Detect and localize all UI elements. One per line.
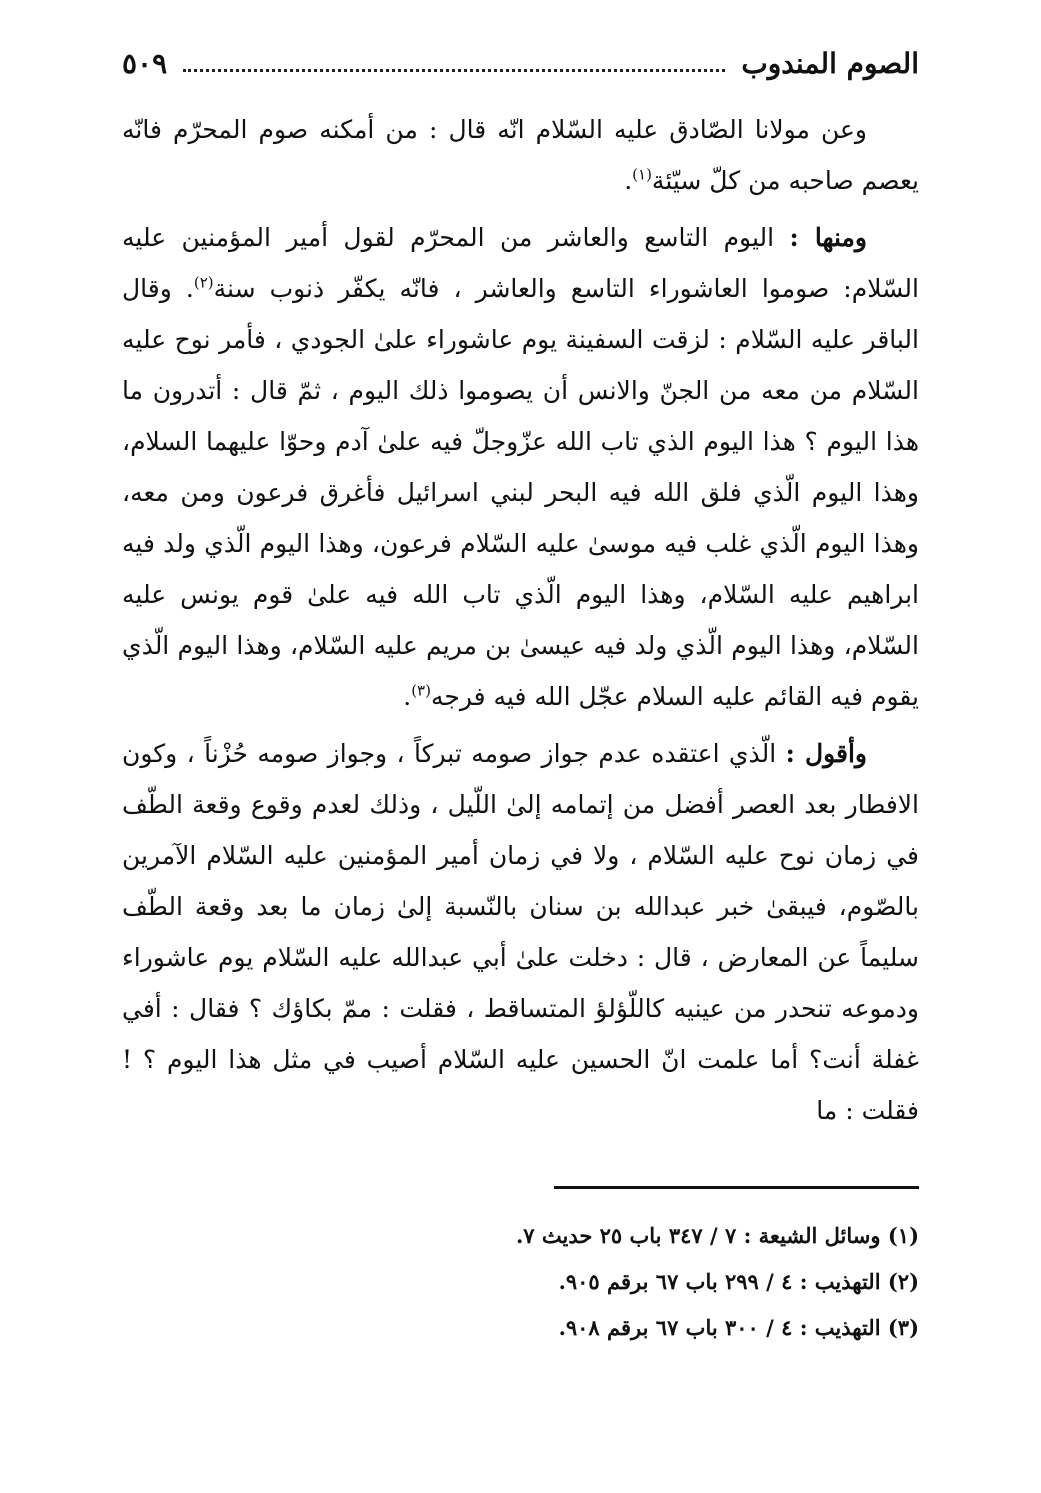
paragraph-1-text: وعن مولانا الصّادق عليه السّلام انّه قال : من أمكنه صوم المحرّم فانّه يعصم صاحبه من كلّ سيّئة bbox=[122, 115, 919, 195]
running-header bbox=[122, 38, 919, 88]
paragraph-2: ومنها : اليوم التاسع والعاشر من المحرّم لقول أمير المؤمنين عليه السّلام: صوموا العاشوراء التاسع والعاشر ، فانّه يكفّر ذنوب سنة$^{(٢)}$. وقال الباقر عليه السّلام : لزقت السفينة يوم عاشوراء علىٰ الجودي ، فأمر نوح عليه السّلام من معه من الجنّ والانس أن يصوموا ذلك اليوم ، ثمّ قال : أتدرون ما هذا اليوم ؟ هذا اليوم الذي تاب الله عزّوجلّ فيه علىٰ آدم وحوّا عليهما السلام، وهذا اليوم الّذي فلق الله فيه البحر لبني اسرائيل فأغرق فرعون ومن معه، وهذا اليوم الّذي غلب فيه موسىٰ عليه السّلام فرعون، وهذا اليوم الّذي ولد فيه ابراهيم عليه السّلام، وهذا اليوم الّذي تاب الله فيه علىٰ قوم يونس عليه السّلام، وهذا اليوم الّذي ولد فيه عيسىٰ بن مريم عليه السّلام، وهذا اليوم الّذي يقوم فيه القائم عليه السلام عجّل الله فيه فرجه$^{(٣)}$. bbox=[122, 223, 919, 711]
paragraph-3 bbox=[122, 728, 919, 1136]
paragraph-2-lead: ومنها : bbox=[789, 223, 867, 252]
paragraph-2-text-b: . وقال الباقر عليه السّلام : لزقت السفينة يوم عاشوراء علىٰ الجودي ، فأمر نوح عليه السّلام من معه من الجنّ والانس أن يصوموا ذلك اليوم ، ثمّ قال : أتدرون ما هذا اليوم ؟ هذا اليوم الذي تاب الله عزّوجلّ فيه علىٰ آدم وحوّا عليهما السلام، وهذا اليوم الّذي فلق الله فيه البحر لبني اسرائيل فأغرق فرعون ومن معه، وهذا اليوم الّذي غلب فيه موسىٰ عليه السّلام فرعون، وهذا اليوم الّذي ولد فيه ابراهيم عليه السّلام، وهذا اليوم الّذي تاب الله فيه علىٰ قوم يونس عليه السّلام، وهذا اليوم الّذي ولد فيه عيسىٰ بن مريم عليه السّلام، وهذا اليوم الّذي يقوم فيه القائم عليه السلام عجّل الله فيه فرجه bbox=[122, 274, 919, 711]
footnote-3: (٣) التهذيب : ٤ / ٣٠٠ باب ٦٧ برقم ٩٠٨. bbox=[558, 1315, 919, 1340]
footnote-2: (٢) التهذيب : ٤ / ٢٩٩ باب ٦٧ برقم ٩٠٥. bbox=[558, 1269, 919, 1294]
footnote-separator bbox=[554, 1186, 919, 1189]
footnote-ref-2: (٢) bbox=[193, 273, 214, 292]
footnote-ref-3: (٣) bbox=[411, 681, 431, 700]
paragraph-2-text-a: اليوم التاسع والعاشر من المحرّم لقول أمير المؤمنين عليه السّلام: صوموا العاشوراء التاسع والعاشر ، فانّه يكفّر ذنوب سنة bbox=[122, 223, 919, 303]
main-text bbox=[122, 104, 919, 1142]
paragraph-1: وعن مولانا الصّادق عليه السّلام انّه قال : من أمكنه صوم المحرّم فانّه يعصم صاحبه من كلّ سيّئة$^{(١)}$. bbox=[122, 115, 919, 195]
footnotes bbox=[122, 1213, 919, 1351]
page-number: ٥٠٩ bbox=[122, 46, 168, 80]
chapter-title: الصوم المندوب bbox=[741, 46, 919, 80]
footnote-1: (١) وسائل الشيعة : ٧ / ٣٤٧ باب ٢٥ حديث ٧. bbox=[515, 1223, 919, 1248]
leader-dots bbox=[183, 69, 725, 72]
footnote-ref-1: (١) bbox=[632, 165, 652, 184]
paragraph-3-text: الّذي اعتقده عدم جواز صومه تبركاً ، وجواز صومه حُزْناً ، وكون الافطار بعد العصر أفضل من إتمامه إلىٰ اللّيل ، وذلك لعدم وقوع وقعة الطّف في زمان نوح عليه السّلام ، ولا في زمان أمير المؤمنين عليه السّلام الآمرين بالصّوم، فيبقىٰ خبر عبدالله بن سنان بالنّسبة إلىٰ زمان ما بعد وقعة الطّف سليماً عن المعارض ، قال : دخلت علىٰ أبي عبدالله عليه السّلام يوم عاشوراء ودموعه تنحدر من عينيه كاللّؤلؤ المتساقط ، فقلت : ممّ بكاؤك ؟ فقال : أفي غفلة أنت؟ أما علمت انّ الحسين عليه السّلام أصيب في مثل هذا اليوم ؟ ! فقلت : ما bbox=[122, 739, 919, 1125]
paragraph-3-lead: وأقول : bbox=[785, 739, 868, 768]
